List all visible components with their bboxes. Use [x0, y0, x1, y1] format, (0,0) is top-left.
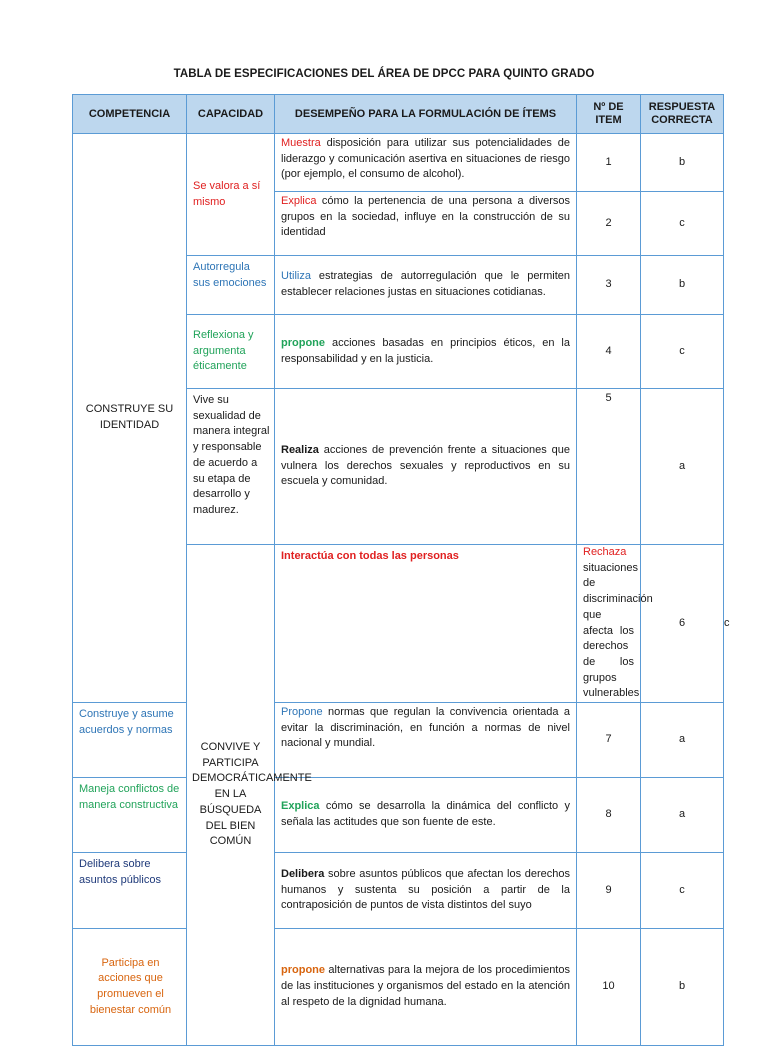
header-competencia: COMPETENCIA	[73, 95, 187, 134]
desempeno-cell	[275, 929, 577, 1046]
desempeno-text: situaciones de discriminación que afecta los derechos de los grupos vulnerables	[583, 561, 653, 700]
correct-answer: a	[641, 389, 724, 545]
table-row	[73, 778, 724, 853]
header-item: Nº DE ITEM	[577, 95, 641, 134]
desempeno-text: cómo la pertenencia de una persona a diversos grupos en la sociedad, influye en la construcción de su identidad	[281, 195, 570, 239]
verb: Explica	[281, 800, 320, 813]
verb: Rechaza	[583, 546, 627, 558]
desempeno-text: estrategias de autorregulación que le permiten establecer relaciones justas en situaciones cotidianas.	[281, 270, 570, 298]
item-number: 9	[577, 853, 641, 929]
desempeno-text: acciones de prevención frente a situaciones que vulnera los derechos sexuales y reproductivos en su escuela y comunidad.	[281, 443, 570, 488]
capacidad-cell: Reflexiona y argumenta éticamente	[187, 315, 275, 389]
item-number: 7	[577, 703, 641, 778]
capacidad-cell: Construye y asume acuerdos y normas	[73, 703, 187, 778]
competencia-cell: CONVIVE Y PARTICIPA DEMOCRÁTICAMENTE EN LA BÚSQUEDA DEL BIEN COMÚN	[187, 545, 275, 1046]
verb: Explica	[281, 195, 317, 207]
correct-answer: c	[641, 853, 724, 929]
item-number: 3	[577, 256, 641, 315]
desempeno-cell	[275, 192, 577, 256]
capacidad-cell: Interactúa con todas las personas	[275, 545, 577, 703]
desempeno-cell	[275, 778, 577, 853]
verb: Propone	[281, 706, 323, 719]
correct-answer: a	[641, 703, 724, 778]
desempeno-cell	[275, 389, 577, 545]
correct-answer: b	[641, 256, 724, 315]
verb: Utiliza	[281, 270, 311, 283]
verb: propone	[281, 964, 325, 977]
desempeno-text: sobre asuntos públicos que afectan los derechos humanos y sustenta su posición a partir de la contraposición de puntos de vista distintos del suyo	[281, 867, 570, 912]
verb: Realiza	[281, 443, 319, 456]
item-number: 6	[641, 545, 724, 703]
correct-answer: c	[641, 192, 724, 256]
header-respuesta: RESPUESTA CORRECTA	[641, 95, 724, 134]
desempeno-text: disposición para utilizar sus potencialidades de liderazgo y comunicación asertiva en situaciones de riesgo (por ejemplo, el consumo de alcohol).	[281, 137, 570, 181]
item-number: 4	[577, 315, 641, 389]
verb: Delibera	[281, 867, 325, 880]
table-row	[73, 134, 724, 192]
desempeno-text: alternativas para la mejora de los procedimientos de las instituciones y organismos del estado en la atención al respeto de la dignidad humana.	[281, 964, 570, 1008]
item-number: 2	[577, 192, 641, 256]
item-number: 8	[577, 778, 641, 853]
correct-answer: a	[641, 778, 724, 853]
table-row	[73, 929, 724, 1046]
page-title: TABLA DE ESPECIFICACIONES DEL ÁREA DE DPCC PARA QUINTO GRADO	[173, 68, 595, 80]
header-desempeno: DESEMPEÑO PARA LA FORMULACIÓN DE ÍTEMS	[275, 95, 577, 134]
capacidad-cell: Delibera sobre asuntos públicos	[73, 853, 187, 929]
desempeno-cell	[275, 256, 577, 315]
capacidad-cell: Autorregula sus emociones	[187, 256, 275, 315]
capacidad-cell: Maneja conflictos de manera constructiva	[73, 778, 187, 853]
desempeno-cell	[275, 315, 577, 389]
capacidad-cell: Se valora a sí mismo	[187, 134, 275, 256]
desempeno-cell	[275, 134, 577, 192]
correct-answer: b	[641, 134, 724, 192]
verb: propone	[281, 336, 325, 349]
desempeno-text: acciones basadas en principios éticos, en la responsabilidad y en la justicia.	[281, 336, 570, 365]
item-number: 1	[577, 134, 641, 192]
desempeno-cell	[577, 545, 653, 703]
item-number: 5	[577, 389, 641, 545]
header-capacidad: CAPACIDAD	[187, 95, 275, 134]
table-row	[73, 703, 724, 778]
desempeno-cell	[275, 853, 577, 929]
capacidad-cell: Vive su sexualidad de manera integral y responsable de acuerdo a su etapa de desarrollo y madurez.	[187, 389, 275, 545]
header-row	[73, 95, 724, 134]
specifications-table	[72, 94, 730, 1046]
table-row	[73, 853, 724, 929]
verb: Muestra	[281, 137, 321, 149]
correct-answer: c	[641, 315, 724, 389]
desempeno-text: cómo se desarrolla la dinámica del conflicto y señala las actitudes que son fuente de este.	[281, 800, 570, 829]
desempeno-text: normas que regulan la convivencia orientada a evitar la discriminación, en función a normas de nivel nacional y mundial.	[281, 706, 570, 750]
capacidad-cell: Participa en acciones que promueven el bienestar común	[73, 929, 187, 1046]
correct-answer: b	[641, 929, 724, 1046]
competencia-cell: CONSTRUYE SU IDENTIDAD	[73, 134, 187, 703]
item-number: 10	[577, 929, 641, 1046]
desempeno-cell	[275, 703, 577, 778]
table-row: CONVIVE Y PARTICIPA DEMOCRÁTICAMENTE EN LA BÚSQUEDA DEL BIEN COMÚN Interactúa con todas las personas Rechaza situaciones de discriminación que afecta los derechos de los grupos vulnerables 6 c	[73, 545, 724, 703]
